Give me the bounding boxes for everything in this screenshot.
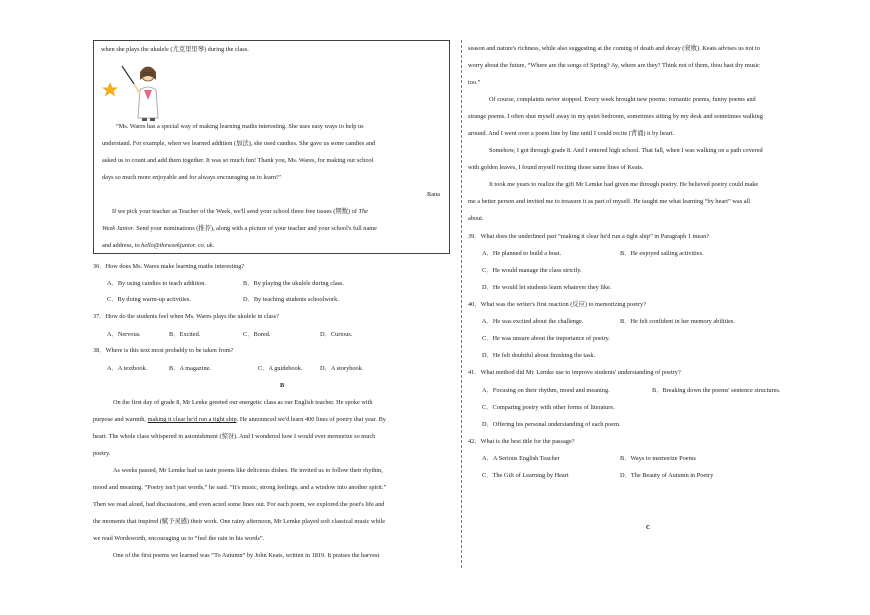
- passage-line: mood and meaning. “Poetry isn't just words,” he said. “It's music, strong feelings, and a window into another spirit.”: [93, 484, 387, 491]
- option[interactable]: D．Curious.: [320, 331, 353, 338]
- passage-line: heart. The whole class whispered in astonishment (惊讶). And I wondered how I would ever memorize so much: [93, 433, 376, 440]
- column-divider: [461, 40, 462, 568]
- question-36: 36．How does Ms. Wares make learning maths interesting?: [93, 263, 245, 270]
- option[interactable]: C．By doing warm-up activities.: [107, 296, 191, 303]
- question-41: 41．What method did Mr. Lemke use to improve students' understanding of poetry?: [468, 369, 681, 376]
- teacher-illustration: [100, 60, 170, 122]
- option[interactable]: B．Breaking down the poems' sentence structures.: [652, 387, 781, 394]
- option[interactable]: C．He was unsure about the importance of poetry.: [482, 335, 610, 342]
- option[interactable]: A．He planned to build a boat.: [482, 250, 562, 257]
- option[interactable]: D．A storybook.: [320, 365, 364, 372]
- passage-line: Of course, complaints never stopped. Every week brought new poems: romantic poems, funny poems and: [489, 96, 756, 103]
- passage-line: strange poems. I often shut myself away in my quiet bedroom, sometimes sitting by my desk and sometimes walking: [468, 113, 763, 120]
- option[interactable]: A．A textbook.: [107, 365, 148, 372]
- passage-line: we read Wordsworth, encouraging us to “feel the rain in his words”.: [93, 535, 265, 542]
- box-line: when she plays the ukulele (尤克里里琴) during the class.: [101, 46, 249, 53]
- question-42: 42．What is the best title for the passage?: [468, 438, 575, 445]
- question-38: 38．Where is this text most probably to be taken from?: [93, 347, 234, 354]
- passage-line: about.: [468, 215, 484, 222]
- question-39: 39．What does the underlined part “making it clear he'd run a tight ship” in Paragraph 1 mean?: [468, 233, 710, 240]
- footer-line: If we pick your teacher as Teacher of the Week, we'll send your school three free issues (期数) of The: [112, 208, 368, 215]
- passage-line: On the first day of grade 8, Mr Lenke greeted our energetic class as our English teacher. He spoke with: [113, 399, 373, 406]
- passage-line: Somehow, I got through grade 8. And I entered high school. That fall, when I was walking on a path covered: [489, 147, 763, 154]
- passage-line: One of the first poems we learned was “To Autumn” by John Keats, written in 1819. It praises the harvest: [113, 552, 380, 559]
- footer-line: and address, to hello@theweekjunior. co. uk.: [102, 242, 215, 249]
- quote-line: asked us to count and add them together. It was so much fun! Thank you, Ms. Wares, for making our school: [102, 157, 374, 164]
- option[interactable]: B．By playing the ukulele during class.: [243, 280, 345, 287]
- passage-line: worry about the future, “Where are the songs of Spring? Ay, where are they? Think not of them, thou hast thy music: [468, 62, 760, 69]
- passage-line: Then we read aloud, had discussions, and even acted some lines out. For each poem, we explored the poet's life and: [93, 501, 385, 508]
- quote-line: “Ms. Wares has a special way of making learning maths interesting. She uses easy ways to help us: [116, 123, 364, 130]
- passage-line: season and nature's richness, while also suggesting at the coming of death and decay (衰败). Keats advises us not to: [468, 45, 760, 52]
- option[interactable]: B．Excited.: [169, 331, 201, 338]
- option[interactable]: D．The Beauty of Autumn in Poetry: [620, 472, 714, 479]
- section-c-label: C: [646, 524, 651, 531]
- option[interactable]: D．Offering his personal understanding of each poem.: [482, 421, 621, 428]
- passage-line: It took me years to realize the gift Mr Lemke had given me through poetry. He believed poetry could make: [489, 181, 759, 188]
- passage-line: me a better person and invited me to treasure it as part of myself. He taught me what learning “by heart” was all: [468, 198, 751, 205]
- option[interactable]: A．Nervous.: [107, 331, 141, 338]
- footer-line: Week Junior. Send your nominations (推荐), along with a picture of your teacher and your school's full name: [102, 225, 377, 232]
- passage-line: around. And I went over a poem line by line until I could recite (背诵) it by heart.: [468, 130, 675, 137]
- option[interactable]: C．Comparing poetry with other forms of literature.: [482, 404, 615, 411]
- option[interactable]: B．He felt confident in her memory abilities.: [620, 318, 735, 325]
- option[interactable]: B．Ways to memorize Poems: [620, 455, 696, 462]
- option[interactable]: D．He would let students learn whatever they like.: [482, 284, 612, 291]
- signature: Rana: [427, 191, 440, 198]
- question-37: 37．How do the students feel when Ms. Wares plays the ukulele in class?: [93, 313, 279, 320]
- option[interactable]: B．He enjoyed sailing activities.: [620, 250, 704, 257]
- option[interactable]: C．A guidebook.: [258, 365, 303, 372]
- passage-line: As weeks passed, Mr Lemke had us taste poems like delicious dishes. He invited us to follow their rhythm,: [113, 467, 383, 474]
- option[interactable]: C．Bored.: [243, 331, 271, 338]
- option[interactable]: D．He felt doubtful about finishing the task.: [482, 352, 596, 359]
- underlined-phrase: making it clear he'd run a tight ship: [147, 416, 237, 423]
- option[interactable]: C．The Gift of Learning by Heart: [482, 472, 569, 479]
- option[interactable]: B．A magazine.: [169, 365, 211, 372]
- star-icon: [102, 82, 118, 97]
- passage-line: too.”: [468, 79, 481, 86]
- passage-line: the moments that inspired (赋予灵感) their work. One rainy afternoon, Mr Lemke played soft classical music while: [93, 518, 386, 525]
- option[interactable]: D．By teaching students schoolwork.: [243, 296, 339, 303]
- passage-line: poetry.: [93, 450, 111, 457]
- quote-line: understand. For example, when we learned addition (加法), she used candies. She gave us some candies and: [102, 140, 376, 147]
- section-b-label: B: [280, 382, 285, 389]
- option[interactable]: A．By using candies to teach addition.: [107, 280, 206, 287]
- option[interactable]: C．He would manage the class strictly.: [482, 267, 582, 274]
- passage-line: purpose and warmth, making it clear he'd run a tight ship. He announced we'd learn 400 lines of poetry that year. By: [93, 416, 386, 423]
- option[interactable]: A．A Serious English Teacher: [482, 455, 560, 462]
- quote-line: days so much more enjoyable and for always encouraging us to learn!”: [102, 174, 281, 181]
- passage-line: with golden leaves, I found myself reciting those same lines of Keats.: [468, 164, 644, 171]
- option[interactable]: A．Focusing on their rhythm, mood and meaning.: [482, 387, 610, 394]
- option[interactable]: A．He was excited about the challenge.: [482, 318, 584, 325]
- question-40: 40．What was the writer's first reaction (反应) to memorizing poetry?: [468, 301, 646, 308]
